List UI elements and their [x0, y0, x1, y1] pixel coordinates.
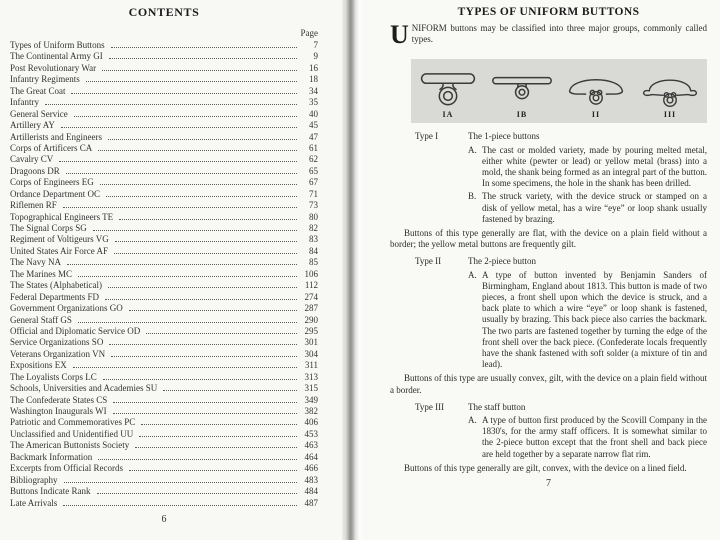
toc-entry-page: 18 — [309, 74, 318, 85]
toc-entry-page: 34 — [309, 85, 318, 96]
toc-entry-page: 82 — [309, 223, 318, 233]
toc-entry-label: Federal Departments FD — [10, 291, 99, 302]
toc-entry-label: Late Arrivals — [10, 497, 58, 508]
toc-entry-page: 487 — [304, 497, 318, 508]
toc-row — [10, 337, 318, 348]
toc-entry-page: 406 — [304, 417, 318, 428]
toc-row — [10, 97, 318, 108]
figure-cell-ii — [559, 59, 633, 123]
toc-dot-leader — [119, 219, 297, 220]
item-text: The struck variety, with the device struck or stamped on a disk of yellow metal, has a wire “eye” or loop shank usually fastened by brazing. — [482, 191, 707, 224]
section-summary: Buttons of this type are usually convex, gilt, with the device on a plain field without a border. — [390, 373, 707, 395]
toc-row — [10, 132, 318, 143]
toc-row — [10, 383, 318, 394]
toc-entry-page: 47 — [309, 131, 318, 142]
toc-entry-label: The Loyalists Corps LC — [10, 371, 97, 382]
toc-entry-label: The Continental Army GI — [10, 51, 103, 62]
toc-row — [10, 40, 318, 51]
contents-title: CONTENTS — [128, 5, 200, 19]
toc-entry-page: 274 — [304, 291, 318, 302]
type-label: Type III — [415, 401, 445, 412]
toc-row — [10, 120, 318, 131]
toc-entry-label: Dragoons DR — [10, 165, 60, 176]
toc-entry-label: Regiment of Voltigeurs VG — [10, 234, 109, 245]
toc-entry-label: Infantry Regiments — [10, 74, 80, 85]
section-heading-row — [415, 402, 707, 413]
toc-dot-leader — [63, 505, 297, 506]
toc-dot-leader — [146, 333, 297, 334]
toc-row — [10, 303, 318, 314]
toc-dot-leader — [59, 161, 297, 162]
toc-entry-label: Artillery AY — [10, 120, 55, 131]
contents-page — [0, 0, 342, 540]
toc-row — [10, 86, 318, 97]
toc-dot-leader — [113, 402, 297, 403]
toc-entry-label: Riflemen RF — [10, 200, 57, 211]
toc-row — [10, 349, 318, 360]
toc-dot-leader — [78, 322, 297, 323]
lettered-item — [468, 191, 707, 225]
toc-entry-page: 35 — [309, 97, 318, 108]
toc-entry-page: 71 — [309, 188, 318, 199]
toc-entry-label: Post Revolutionary War — [10, 62, 97, 73]
toc-dot-leader — [64, 482, 298, 483]
toc-entry-label: Topographical Engineers TE — [10, 211, 114, 222]
toc-dot-leader — [71, 93, 297, 94]
toc-entry-page: 84 — [309, 245, 318, 256]
toc-entry-label: Washington Inaugurals WI — [10, 406, 107, 416]
intro-paragraph — [390, 20, 707, 49]
figure-cell-ib — [485, 59, 559, 123]
item-text: A type of button first produced by the Scovill Company in the 1830's, for the army staff officers. It is somewhat similar to the 2-piece button except that the front shell and back piece are held together by a separate narrow flat rim. — [482, 415, 707, 459]
button-type-ib-diagram-icon — [489, 67, 555, 109]
button-type-iii-diagram-icon — [637, 67, 703, 109]
toc-row — [10, 200, 318, 211]
right-page-number: 7 — [546, 478, 551, 490]
toc-dot-leader — [103, 379, 297, 380]
toc-dot-leader — [63, 207, 297, 208]
item-marker: A. — [468, 415, 477, 426]
toc-entry-page: 315 — [304, 383, 318, 394]
toc-entry-label: Types of Uniform Buttons — [10, 40, 105, 50]
toc-entry-page: 382 — [304, 406, 318, 416]
toc-row — [10, 486, 318, 497]
button-types-figure — [411, 59, 707, 123]
toc-dot-leader — [86, 81, 297, 82]
toc-entry-label: Artillerists and Engineers — [10, 131, 102, 142]
toc-entry-page: 453 — [304, 428, 318, 439]
type-label: Type I — [415, 131, 439, 142]
toc-entry-page: 62 — [309, 154, 318, 165]
figure-label-ib: IB — [516, 110, 528, 120]
toc-row — [10, 223, 318, 234]
toc-dot-leader — [139, 436, 297, 437]
toc-row — [10, 475, 318, 486]
toc-entry-label: Buttons Indicate Rank — [10, 486, 91, 497]
toc-entry-page: 301 — [304, 337, 318, 348]
toc-entry-label: General Service — [10, 108, 68, 119]
toc-row — [10, 498, 318, 509]
toc-entry-label: Unclassified and Unidentified UU — [10, 428, 134, 439]
type-section — [390, 131, 707, 250]
chapter-page — [364, 0, 720, 540]
item-text: A type of button invented by Benjamin Sanders of Birmingham, England about 1813. This button is made of two pieces, a front shell upon which the device is struck, and a back plate to which a wire “eye” or loop shank is fastened, usually by brazing. This back piece also carries the backmark. The two parts are fastened together by turning the edge of the front shell over the back piece. (Confederate locals frequently have the shank fastened with soft solder (a mixture of tin and lead). — [482, 269, 707, 370]
toc-entry-label: Schools, Universities and Academies SU — [10, 383, 158, 394]
toc-dot-leader — [113, 413, 297, 414]
item-text: The cast or molded variety, made by pouring melted metal, either white (pewter or lead) or yellow metal (brass) into a mold, the shank being formed as an integral part of the button. In some specimens, the hole in the shank has been drilled. — [482, 144, 707, 189]
toc-dot-leader — [93, 230, 297, 231]
toc-row — [10, 212, 318, 223]
toc-dot-leader — [45, 104, 297, 105]
type-section — [390, 402, 707, 474]
toc-dot-leader — [106, 196, 297, 197]
toc-dot-leader — [129, 310, 297, 311]
toc-entry-label: Official and Diplomatic Service OD — [10, 325, 141, 336]
toc-row — [10, 51, 318, 62]
toc-entry-label: Veterans Organization VN — [10, 348, 106, 359]
toc-entry-label: Corps of Artificers CA — [10, 142, 93, 153]
toc-dot-leader — [114, 253, 297, 254]
toc-dot-leader — [67, 264, 297, 265]
toc-entry-label: Government Organizations GO — [10, 303, 123, 314]
toc-dot-leader — [135, 447, 297, 448]
toc-row — [10, 326, 318, 337]
toc-entry-label: United States Air Force AF — [10, 245, 108, 256]
toc-dot-leader — [108, 139, 297, 140]
toc-row — [10, 189, 318, 200]
toc-entry-label: Bibliography — [10, 474, 58, 485]
button-type-ia-diagram-icon — [415, 67, 481, 109]
toc-dot-leader — [98, 459, 297, 460]
toc-dot-leader — [61, 127, 297, 128]
toc-dot-leader — [163, 390, 297, 391]
toc-dot-leader — [141, 424, 297, 425]
toc-dot-leader — [78, 276, 297, 277]
toc-entry-label: The Confederate States CS — [10, 394, 108, 405]
section-heading-row — [415, 256, 707, 267]
intro-text: NIFORM buttons may be classified into three major groups, commonly called types. — [411, 23, 707, 45]
page-column-header: Page — [300, 28, 318, 38]
section-heading-row — [415, 131, 707, 142]
toc-entry-label: Corps of Engineers EG — [10, 177, 94, 188]
toc-row — [10, 395, 318, 406]
toc-dot-leader — [97, 493, 298, 494]
toc-dot-leader — [66, 173, 297, 174]
toc-entry-page: 9 — [313, 51, 318, 62]
toc-dot-leader — [109, 344, 297, 345]
toc-entry-label: Service Organizations SO — [10, 337, 104, 348]
type-section — [390, 256, 707, 395]
toc-row — [10, 360, 318, 371]
toc-row — [10, 452, 318, 463]
toc-entry-page: 40 — [309, 108, 318, 119]
toc-row — [10, 74, 318, 85]
toc-row — [10, 143, 318, 154]
toc-dot-leader — [73, 367, 297, 368]
toc-entry-page: 349 — [304, 394, 318, 405]
toc-entry-page: 16 — [309, 62, 318, 73]
toc-dot-leader — [129, 470, 297, 471]
toc-entry-label: Expositions EX — [10, 360, 67, 371]
chapter-title: TYPES OF UNIFORM BUTTONS — [457, 6, 640, 18]
lettered-item — [468, 415, 707, 460]
toc-dot-leader — [102, 70, 297, 71]
toc-dot-leader — [98, 150, 297, 151]
toc-row — [10, 463, 318, 474]
toc-dot-leader — [115, 241, 297, 242]
book-gutter — [342, 0, 364, 540]
toc-entry-page: 61 — [309, 142, 318, 153]
lettered-item — [468, 145, 707, 190]
toc-entry-page: 287 — [304, 303, 318, 314]
toc-entry-page: 73 — [309, 200, 318, 211]
toc-entry-page: 484 — [304, 486, 318, 497]
toc-entry-label: The Signal Corps SG — [10, 223, 87, 233]
toc-entry-page: 466 — [304, 463, 318, 474]
toc-entry-page: 463 — [304, 440, 318, 451]
toc-row — [10, 246, 318, 257]
toc-entry-page: 483 — [304, 474, 318, 485]
item-marker: B. — [468, 191, 477, 202]
figure-label-ii: II — [591, 110, 601, 120]
toc-entry-page: 464 — [304, 451, 318, 462]
toc-row — [10, 372, 318, 383]
type-sections — [390, 131, 707, 474]
toc-entry-page: 311 — [304, 360, 318, 371]
toc-entry-page: 65 — [309, 165, 318, 176]
toc-entry-page: 106 — [304, 268, 318, 279]
toc-entry-page: 304 — [304, 348, 318, 359]
toc-entry-label: The Great Coat — [10, 85, 66, 96]
toc-row — [10, 315, 318, 326]
figure-label-iii: III — [663, 110, 677, 120]
toc-dot-leader — [111, 356, 297, 357]
lettered-item — [468, 270, 707, 371]
toc-entry-label: General Staff GS — [10, 314, 72, 325]
toc-row — [10, 292, 318, 303]
toc-entry-page: 112 — [304, 280, 318, 291]
toc-row — [10, 234, 318, 245]
toc-dot-leader — [108, 287, 297, 288]
toc-entry-label: Patriotic and Commemoratives PC — [10, 417, 136, 428]
toc-entry-page: 7 — [313, 40, 318, 50]
item-marker: A. — [468, 144, 477, 155]
toc-dot-leader — [111, 47, 297, 48]
toc-row — [10, 154, 318, 165]
toc-row — [10, 280, 318, 291]
section-heading: The 2-piece button — [468, 256, 536, 267]
section-heading: The 1-piece buttons — [468, 131, 540, 142]
toc-row — [10, 166, 318, 177]
toc-entry-label: The Navy NA — [10, 257, 61, 268]
toc-row — [10, 109, 318, 120]
toc-entry-page: 83 — [309, 234, 318, 245]
toc-dot-leader — [74, 116, 297, 117]
section-summary: Buttons of this type generally are gilt, convex, with the device on a lined field. — [404, 462, 687, 473]
section-summary: Buttons of this type generally are flat, with the device on a plain field without a border; the yellow metal buttons are frequently gilt. — [390, 228, 707, 250]
toc-entry-label: Backmark Information — [10, 451, 93, 462]
toc-entry-label: The States (Alphabetical) — [10, 280, 102, 291]
toc-entry-label: Excerpts from Official Records — [10, 463, 124, 474]
drop-cap: U — [390, 20, 409, 49]
toc-dot-leader — [105, 299, 297, 300]
toc-row — [10, 63, 318, 74]
toc-entry-label: The American Buttonists Society — [10, 440, 130, 451]
figure-cell-iii — [633, 59, 707, 123]
toc-entry-label: Cavalry CV — [10, 154, 54, 165]
toc-row — [10, 177, 318, 188]
type-label: Type II — [415, 256, 442, 267]
left-page-number: 6 — [161, 513, 167, 525]
toc-entry-label: Ordance Department OC — [10, 188, 100, 199]
toc-row — [10, 257, 318, 268]
toc-dot-leader — [109, 58, 297, 59]
toc-entry-page: 290 — [304, 314, 318, 325]
toc-entry-page: 45 — [309, 120, 318, 131]
button-type-ii-diagram-icon — [563, 67, 629, 109]
toc-entry-page: 67 — [309, 177, 318, 188]
toc-dot-leader — [100, 184, 297, 185]
toc-entry-page: 80 — [309, 211, 318, 222]
toc-entry-page: 295 — [304, 325, 318, 336]
section-heading: The staff button — [468, 401, 526, 412]
item-marker: A. — [468, 269, 477, 280]
toc-row — [10, 417, 318, 428]
toc-entry-page: 313 — [304, 371, 318, 382]
toc-row — [10, 429, 318, 440]
toc-list — [10, 40, 318, 509]
toc-row — [10, 269, 318, 280]
figure-cell-ia — [411, 59, 485, 123]
toc-row — [10, 440, 318, 451]
toc-entry-label: Infantry — [10, 97, 39, 108]
toc-row — [10, 406, 318, 417]
toc-entry-label: The Marines MC — [10, 268, 72, 279]
toc-entry-page: 85 — [309, 257, 318, 268]
figure-label-ia: IA — [442, 110, 454, 120]
